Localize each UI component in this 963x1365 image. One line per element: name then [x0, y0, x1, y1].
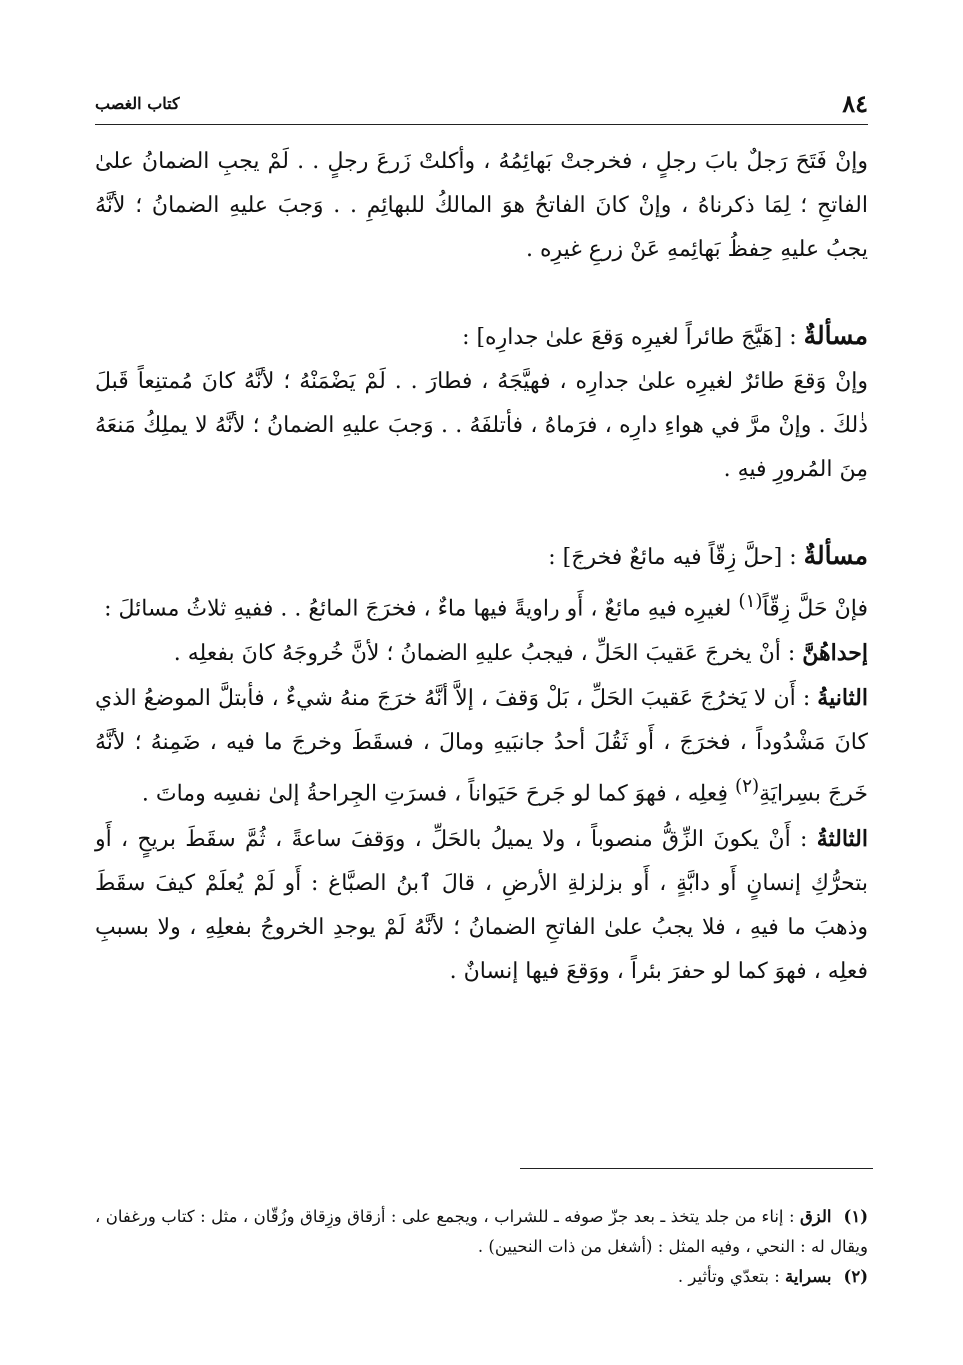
case-label: إحداهُنَّ [802, 640, 868, 667]
spacer [95, 272, 868, 314]
issue-label: مسألةٌ [803, 321, 868, 350]
paragraph-skin [95, 580, 868, 631]
text-segment: لغيرِه فيهِ مائعٌ ، أَو راويةً فيها ماءٌ ، فخرَجَ المائعُ . . ففيهِ ثلاثُ مسائلَ : [104, 596, 739, 622]
issue-heading-skin [95, 534, 868, 580]
footnote-term: الزق [799, 1207, 832, 1226]
text-segment: فإنْ حَلَّ زِقّاً [762, 596, 868, 622]
footnote-term: بسراية [785, 1267, 832, 1286]
case-second [95, 676, 868, 816]
footnote-ref-1[interactable]: (١) [738, 591, 763, 612]
footnote-1 [95, 1202, 868, 1262]
spacer [95, 492, 868, 534]
issue-label: مسألةٌ [803, 541, 868, 570]
case-text: : أنْ يخرجَ عَقيبَ الحَلِّ ، فيجبُ عليهِ الضمانُ ؛ لأنَّ خُروجَهُ كانَ بفعلِه . [173, 641, 803, 667]
case-first [95, 631, 868, 676]
footnote-divider [520, 1168, 873, 1169]
footnote-ref-2[interactable]: (٢) [734, 776, 760, 798]
footnote-text: : إناء من جلد يتخذ ـ بعد جزّ صوفه ـ للشراب ، ويجمع على : أزقاق وزِقاق وزُقّان ، مثل : كتاب ورغفان ، ويقال له : النحي ، وفيه المثل : (أشغل من ذات النحيين) . [95, 1207, 868, 1256]
footnote-number: (٢) [843, 1267, 868, 1286]
header-divider [95, 124, 868, 125]
page-number: ٨٤ [842, 88, 868, 118]
issue-heading-bird [95, 314, 868, 360]
issue-title: : [هَيَّجَ طائراً لغيرِه وَقعَ علىٰ جدارِه] : [462, 325, 804, 350]
issue-title: : [حلَّ زِقّاً فيه مائعٌ فخرجَ] : [548, 545, 804, 570]
case-text: فِعلِه ، فهوَ كما لو جَرحَ حَيَواناً ، فسرَتِ الجِراحةُ إلىٰ نفسِه وماتَ . [141, 781, 735, 807]
page-header [95, 88, 868, 118]
case-label: الثانيةُ [817, 685, 868, 712]
case-label: الثالثةُ [816, 825, 868, 852]
case-text: : أَن لا يَخرُجَ عَقيبَ الحَلِّ ، بَلْ وَقفَ ، إلاَّ أنَّهُ خرَجَ منهُ شيءٌ ، فأبتلَّ الموضعُ الذي كانَ مَشْدُوداً ، فخرَجَ ، أَو ثَقُلَ أحدُ جانبَيهِ ومالَ ، فسقَطَ وخرجَ ما فيه ، ضَمِنهُ ؛ لأنَّهُ خَرجَ بسِرايَةِ [95, 686, 868, 807]
book-title: كتاب الغصب [95, 93, 180, 113]
footnote-text: : بتعدّي وتأثير . [677, 1267, 786, 1286]
footnote-2 [95, 1262, 868, 1292]
footnote-number: (١) [843, 1207, 868, 1226]
paragraph-bird: وإنْ وَقعَ طائرٌ لغيرِه علىٰ جدارِه ، فهيَّجَهُ ، فطارَ . . لَمْ يَضْمَنْهُ ؛ لأنَّهُ كانَ مُمتنِعاً قَبلَ ذٰلكَ . وإنْ مرَّ في هواءِ دارِه ، فرَماهُ ، فأتلفَهُ . . وَجبَ عليهِ الضمانُ ؛ لأنَّهُ لا يملِكُ مَنعَهُ مِنَ المُرورِ فيهِ . [95, 369, 868, 482]
paragraph-opening: وإنْ فَتَحَ رَجلٌ بابَ رجلٍ ، فخرجتْ بَهائِمُهُ ، وأكلتْ زَرعَ رجلٍ . . لَمْ يجبِ الضمانُ علىٰ الفاتحِ ؛ لِمَا ذكرناهُ ، وإنْ كانَ الفاتحُ هوَ المالكُ للبهائِمِ . . وَجبَ عليهِ الضمانُ ؛ لأنَّهُ يجبُ عليهِ حِفظُ بَهائِمهِ عَنْ زرعِ غيرِه . [95, 149, 868, 262]
main-text [95, 140, 868, 994]
footnotes [95, 1202, 868, 1292]
case-text: : أَنْ يكونَ الزِّقُّ منصوباً ، ولا يميلُ بالحَلِّ ، ووَقفَ ساعةً ، ثُمَّ سقَطَ بريحٍ ، أَو بتحرُّكِ إنسانٍ أَو دابَّةٍ ، أَو بزلزلةِ الأرضِ ، قالَ ٱبنُ الصبَّاغ : أَو لَمْ يُعلَمْ كيفَ سقَطَ وذهبَ ما فيهِ ، فلا يجبُ علىٰ الفاتحِ الضمانُ ؛ لأنَّهُ لَمْ يوجدِ الخروجُ بفعلِهِ ، ولا بسببِ فعلِه ، فهوَ كما لو حفرَ بئراً ، ووَقعَ فيها إنسانٌ . [95, 826, 868, 984]
case-third [95, 817, 868, 994]
